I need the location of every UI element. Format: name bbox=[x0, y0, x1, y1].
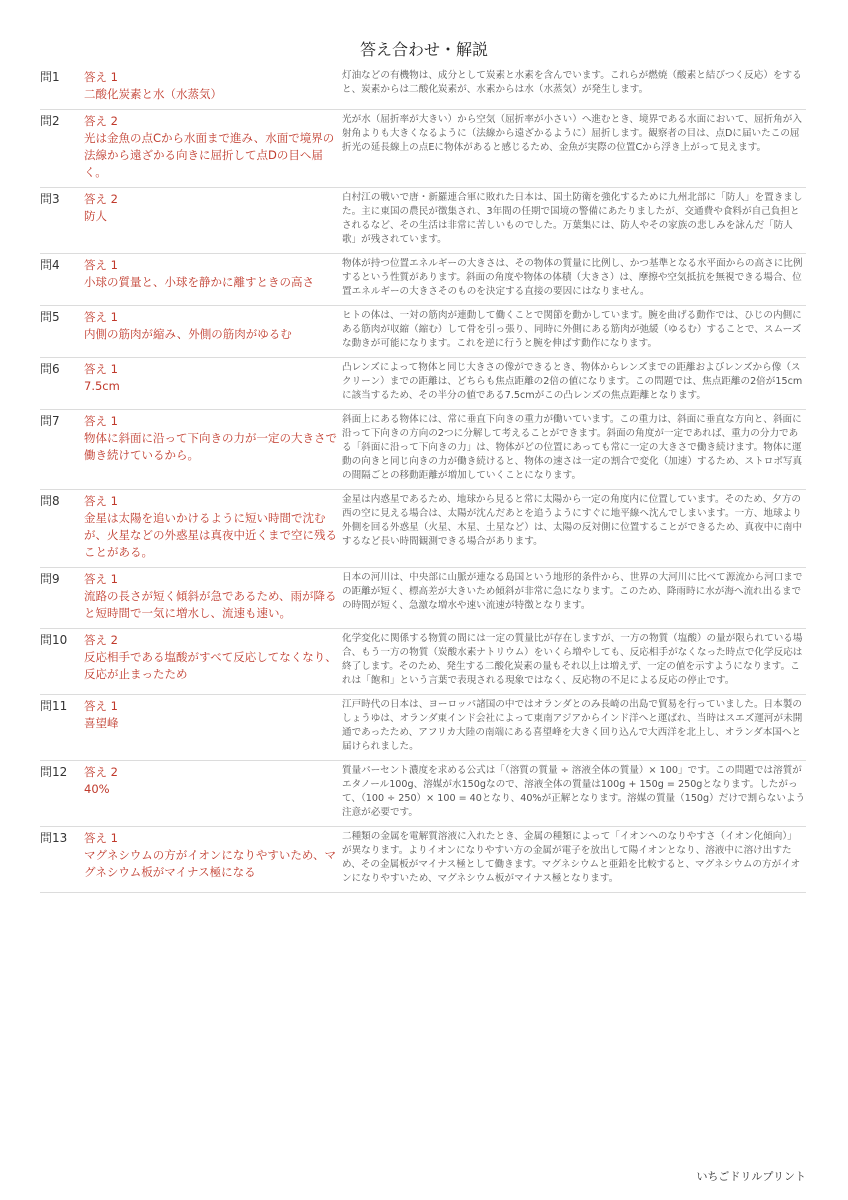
question-number: 問1 bbox=[40, 66, 84, 110]
answers-table-body bbox=[40, 66, 806, 893]
explanation-text: 白村江の戦いで唐・新羅連合軍に敗れた日本は、国土防衛を強化するために九州北部に「防人」を置きました。主に東国の農民が徴集され、3年間の任期で国境の警備にあたりましたが、交通費や食料が自己負担とされるなど、その生活は非常に苦しいものでした。万葉集には、防人やその家族の悲しみを詠んだ「防人歌」が残されています。 bbox=[342, 188, 806, 254]
answer-label: 答え 2 bbox=[84, 633, 118, 647]
question-number: 問11 bbox=[40, 695, 84, 761]
answer-row bbox=[40, 568, 806, 629]
answer-label: 答え 2 bbox=[84, 765, 118, 779]
question-number: 問2 bbox=[40, 110, 84, 188]
answer-cell bbox=[84, 490, 342, 568]
answer-cell bbox=[84, 110, 342, 188]
answer-cell bbox=[84, 827, 342, 893]
answer-label: 答え 1 bbox=[84, 572, 118, 586]
answer-cell bbox=[84, 695, 342, 761]
answer-cell bbox=[84, 306, 342, 358]
question-number: 問9 bbox=[40, 568, 84, 629]
answer-cell bbox=[84, 66, 342, 110]
question-number: 問7 bbox=[40, 410, 84, 490]
answer-row bbox=[40, 306, 806, 358]
answer-label: 答え 1 bbox=[84, 362, 118, 376]
explanation-text: 二種類の金属を電解質溶液に入れたとき、金属の種類によって「イオンへのなりやすさ（イオン化傾向）」が異なります。よりイオンになりやすい方の金属が電子を放出して陽イオンとなり、溶液中に溶け出すため、その金属板がマイナス極として働きます。マグネシウムと亜鉛を比較すると、マグネシウムの方がイオンになりやすいため、マグネシウム板がマイナス極となります。 bbox=[342, 827, 806, 893]
answer-cell bbox=[84, 188, 342, 254]
answer-row bbox=[40, 358, 806, 410]
question-number: 問6 bbox=[40, 358, 84, 410]
answer-text: 二酸化炭素と水（水蒸気） bbox=[84, 87, 222, 101]
question-number: 問3 bbox=[40, 188, 84, 254]
answer-text: 7.5cm bbox=[84, 379, 120, 393]
answer-text: 内側の筋肉が縮み、外側の筋肉がゆるむ bbox=[84, 327, 292, 341]
explanation-text: 江戸時代の日本は、ヨーロッパ諸国の中ではオランダとのみ長崎の出島で貿易を行っていました。日本製のしょうゆは、オランダ東インド会社によって東南アジアからインド洋へと運ばれ、当時はスエズ運河が未開通であったため、アフリカ大陸の南端にある喜望峰を大きく回り込んで大西洋を北上し、オランダ本国へと届けられました。 bbox=[342, 695, 806, 761]
answer-text: 物体に斜面に沿って下向きの力が一定の大きさで働き続けているから。 bbox=[84, 431, 337, 462]
answer-row bbox=[40, 490, 806, 568]
answer-text: 反応相手である塩酸がすべて反応してなくなり、反応が止まったため bbox=[84, 650, 337, 681]
answer-row bbox=[40, 188, 806, 254]
answer-text: 喜望峰 bbox=[84, 716, 119, 730]
explanation-text: 斜面上にある物体には、常に垂直下向きの重力が働いています。この重力は、斜面に垂直な方向と、斜面に沿って下向きの方向の2つに分解して考えることができます。斜面の角度が一定であれば、重力の分力である「斜面に沿って下向きの力」は、物体がどの位置にあっても常に一定の大きさで働き続けます。物体に運動の向きと同じ向きの力が働き続けると、物体の速さは一定の割合で変化（加速）するため、ストロボ写真の間隔ごとの移動距離が増加していくことになります。 bbox=[342, 410, 806, 490]
explanation-text: 日本の河川は、中央部に山脈が連なる島国という地形的条件から、世界の大河川に比べて源流から河口までの距離が短く、標高差が大きいため傾斜が非常に急になります。このため、降雨時に水が海へ流れ出るまでの時間が短く、急激な増水や速い流速が特徴となります。 bbox=[342, 568, 806, 629]
answer-cell bbox=[84, 568, 342, 629]
answer-text: 金星は太陽を追いかけるように短い時間で沈むが、火星などの外惑星は真夜中近くまで空に残ることがある。 bbox=[84, 511, 337, 559]
answer-row bbox=[40, 410, 806, 490]
question-number: 問10 bbox=[40, 629, 84, 695]
answer-label: 答え 1 bbox=[84, 70, 118, 84]
page-title: 答え合わせ・解説 bbox=[359, 40, 488, 59]
answer-label: 答え 1 bbox=[84, 414, 118, 428]
answer-text: マグネシウムの方がイオンになりやすいため、マグネシウム板がマイナス極になる bbox=[84, 848, 336, 879]
answer-cell bbox=[84, 761, 342, 827]
question-number: 問5 bbox=[40, 306, 84, 358]
answer-label: 答え 2 bbox=[84, 114, 118, 128]
answer-cell bbox=[84, 358, 342, 410]
answer-cell bbox=[84, 410, 342, 490]
answer-row bbox=[40, 629, 806, 695]
answer-label: 答え 1 bbox=[84, 494, 118, 508]
answer-row bbox=[40, 110, 806, 188]
explanation-text: 物体が持つ位置エネルギーの大きさは、その物体の質量に比例し、かつ基準となる水平面からの高さに比例するという性質があります。斜面の角度や物体の体積（大きさ）は、摩擦や空気抵抗を無視できる場合、位置エネルギーの大きさそのものを決定する直接の要因にはなりません。 bbox=[342, 254, 806, 306]
answer-label: 答え 1 bbox=[84, 699, 118, 713]
question-number: 問8 bbox=[40, 490, 84, 568]
answer-text: 流路の長さが短く傾斜が急であるため、雨が降ると短時間で一気に増水し、流速も速い。 bbox=[84, 589, 337, 620]
answer-text: 小球の質量と、小球を静かに離すときの高さ bbox=[84, 275, 314, 289]
answer-text: 防人 bbox=[84, 209, 107, 223]
explanation-text: 化学変化に関係する物質の間には一定の質量比が存在しますが、一方の物質（塩酸）の量が限られている場合、もう一方の物質（炭酸水素ナトリウム）をいくら増やしても、反応相手がなくなった時点で化学反応は終了します。そのため、発生する二酸化炭素の量もそれ以上は増えず、一定の値を示すようになります。これは「飽和」という言葉で表現される現象ではなく、反応物の不足による反応の停止です。 bbox=[342, 629, 806, 695]
answer-label: 答え 1 bbox=[84, 258, 118, 272]
question-number: 問4 bbox=[40, 254, 84, 306]
question-number: 問13 bbox=[40, 827, 84, 893]
answer-label: 答え 2 bbox=[84, 192, 118, 206]
answer-label: 答え 1 bbox=[84, 831, 118, 845]
answer-row bbox=[40, 827, 806, 893]
answer-row bbox=[40, 66, 806, 110]
answer-row bbox=[40, 761, 806, 827]
answers-table bbox=[40, 66, 806, 893]
answer-cell bbox=[84, 629, 342, 695]
explanation-text: ヒトの体は、一対の筋肉が連動して働くことで関節を動かしています。腕を曲げる動作では、ひじの内側にある筋肉が収縮（縮む）して骨を引っ張り、同時に外側にある筋肉が弛緩（ゆるむ）することで、スムーズな動きが可能になります。これを逆に行うと腕を伸ばす動作になります。 bbox=[342, 306, 806, 358]
answer-text: 光は金魚の点Cから水面まで進み、水面で境界の法線から遠ざかる向きに屈折して点Dの目へ届く。 bbox=[84, 131, 335, 179]
explanation-text: 質量パーセント濃度を求める公式は「（溶質の質量 ÷ 溶液全体の質量）× 100」です。この問題では溶質がエタノール100g、溶媒が水150gなので、溶液全体の質量は100g + 150g = 250gとなります。したがって、（100 ÷ 250）× 100 = 40となり、40%が正解となります。溶媒の質量（150g）だけで割らないよう注意が必要です。 bbox=[342, 761, 806, 827]
question-number: 問12 bbox=[40, 761, 84, 827]
answer-text: 40% bbox=[84, 782, 110, 796]
answer-row bbox=[40, 254, 806, 306]
explanation-text: 灯油などの有機物は、成分として炭素と水素を含んでいます。これらが燃焼（酸素と結びつく反応）をすると、炭素からは二酸化炭素が、水素からは水（水蒸気）が発生します。 bbox=[342, 66, 806, 110]
explanation-text: 金星は内惑星であるため、地球から見ると常に太陽から一定の角度内に位置しています。そのため、夕方の西の空に見える場合は、太陽が沈んだあとを追うようにすぐに地平線へ沈んでしまいます。一方、地球より外側を回る外惑星（火星、木星、土星など）は、太陽の反対側に位置することができるため、真夜中に南中するなど長い時間観測できる場合があります。 bbox=[342, 490, 806, 568]
explanation-text: 光が水（屈折率が大きい）から空気（屈折率が小さい）へ進むとき、境界である水面において、屈折角が入射角よりも大きくなるように（法線から遠ざかるように）屈折します。観察者の目は、点Dに届いたこの屈折光の延長線上の点Eに物体があると感じるため、金魚が実際の位置Cから浮き上がって見えます。 bbox=[342, 110, 806, 188]
footer-brand: いちごドリルプリント bbox=[696, 1170, 806, 1183]
explanation-text: 凸レンズによって物体と同じ大きさの像ができるとき、物体からレンズまでの距離およびレンズから像（スクリーン）までの距離は、どちらも焦点距離の2倍の値になります。この問題では、焦点距離の2倍が15cmに該当するため、その半分の値である7.5cmがこの凸レンズの焦点距離となります。 bbox=[342, 358, 806, 410]
answer-row bbox=[40, 695, 806, 761]
answer-cell bbox=[84, 254, 342, 306]
answer-label: 答え 1 bbox=[84, 310, 118, 324]
